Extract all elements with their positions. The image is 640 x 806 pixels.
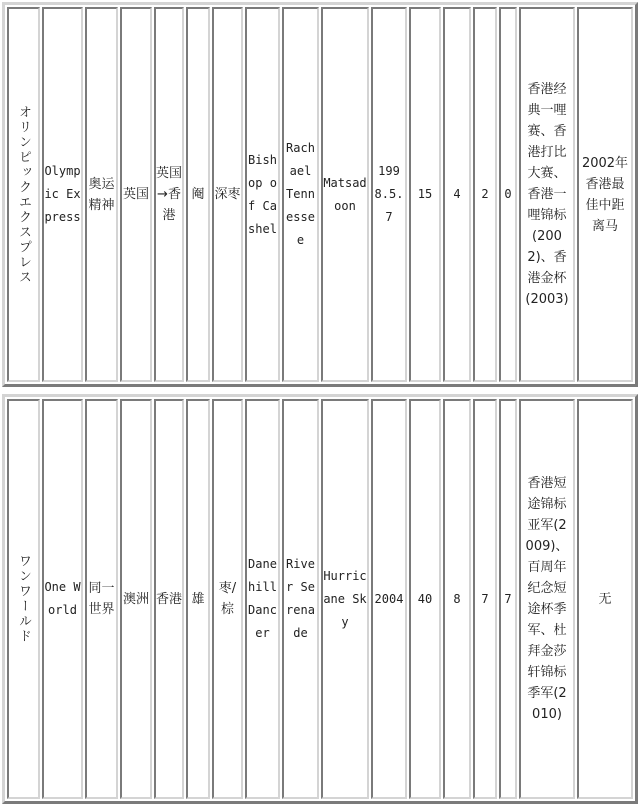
sire-cell	[245, 7, 280, 382]
sex: 阉	[191, 187, 205, 202]
major-wins: 香港短途锦标亚军(2009)、百周年纪念短途杯季军、杜拜金莎轩锦标季军(2010)	[525, 476, 569, 722]
english-name: Olympic Express	[44, 164, 81, 224]
english-name-cell	[42, 7, 83, 382]
honours-cell	[577, 7, 633, 382]
seconds: 7	[481, 591, 489, 606]
sire: Bishop of Cashel	[248, 152, 277, 236]
sex-cell	[186, 7, 210, 382]
sex-cell	[186, 399, 210, 799]
table-row	[2, 2, 638, 387]
seconds-cell	[473, 7, 497, 382]
japanese-name-cell	[7, 7, 40, 382]
table-row	[2, 394, 638, 804]
training-location: 英国→香港	[156, 166, 183, 223]
english-name-cell	[42, 399, 83, 799]
honours-cell	[577, 399, 633, 799]
foaling-date: 2004	[374, 591, 404, 606]
training-location: 香港	[156, 591, 183, 607]
wins-cell	[443, 399, 471, 799]
birthplace-cell	[120, 7, 152, 382]
honours: 2002年香港最佳中距离马	[581, 155, 629, 234]
starts: 15	[417, 187, 433, 201]
thirds-cell	[499, 399, 517, 799]
dam-cell	[282, 399, 319, 799]
training-location-cell	[154, 399, 184, 799]
colour-cell	[212, 7, 243, 382]
dam-cell	[282, 7, 319, 382]
dam: River Serenade	[286, 557, 315, 640]
training-location-cell	[154, 7, 184, 382]
dam-sire: Hurricane Sky	[323, 568, 367, 629]
english-name: One World	[44, 580, 81, 617]
birthplace: 英国	[122, 187, 149, 202]
colour-cell	[212, 399, 243, 799]
dam-sire-cell	[321, 399, 369, 799]
chinese-name: 奥运精神	[88, 176, 115, 213]
starts: 40	[417, 591, 433, 606]
thirds: 0	[504, 187, 512, 201]
japanese-name: オリンピックエクスプレス	[16, 104, 31, 285]
colour: 枣/棕	[218, 581, 237, 617]
chinese-name-cell	[85, 399, 118, 799]
foaling-date-cell	[371, 399, 407, 799]
sire-cell	[245, 399, 280, 799]
honours: 无	[598, 591, 612, 607]
major-wins: 香港经典一哩赛、香港打比大赛、香港一哩锦标(2002)、香港金杯(2003)	[525, 82, 569, 307]
wins: 4	[453, 187, 461, 201]
colour: 深枣	[214, 187, 241, 202]
thirds-cell	[499, 7, 517, 382]
foaling-date-cell	[371, 7, 407, 382]
thirds: 7	[504, 591, 512, 606]
foaling-date: 1998.5.7	[374, 164, 404, 224]
chinese-name: 同一世界	[88, 581, 115, 617]
starts-cell	[409, 7, 441, 382]
dam-sire-cell	[321, 7, 369, 382]
birthplace: 澳洲	[122, 591, 149, 607]
seconds: 2	[481, 187, 489, 201]
dam-sire: Matsadoon	[323, 175, 367, 213]
seconds-cell	[473, 399, 497, 799]
japanese-name-cell	[7, 399, 40, 799]
wins: 8	[453, 591, 461, 606]
sire: Danehill Dancer	[248, 557, 277, 640]
japanese-name: ワンワールド	[16, 554, 31, 644]
sex: 雄	[191, 591, 205, 607]
starts-cell	[409, 399, 441, 799]
major-wins-cell	[519, 7, 575, 382]
dam: Rachael Tennessee	[286, 141, 315, 247]
chinese-name-cell	[85, 7, 118, 382]
major-wins-cell	[519, 399, 575, 799]
birthplace-cell	[120, 399, 152, 799]
wins-cell	[443, 7, 471, 382]
